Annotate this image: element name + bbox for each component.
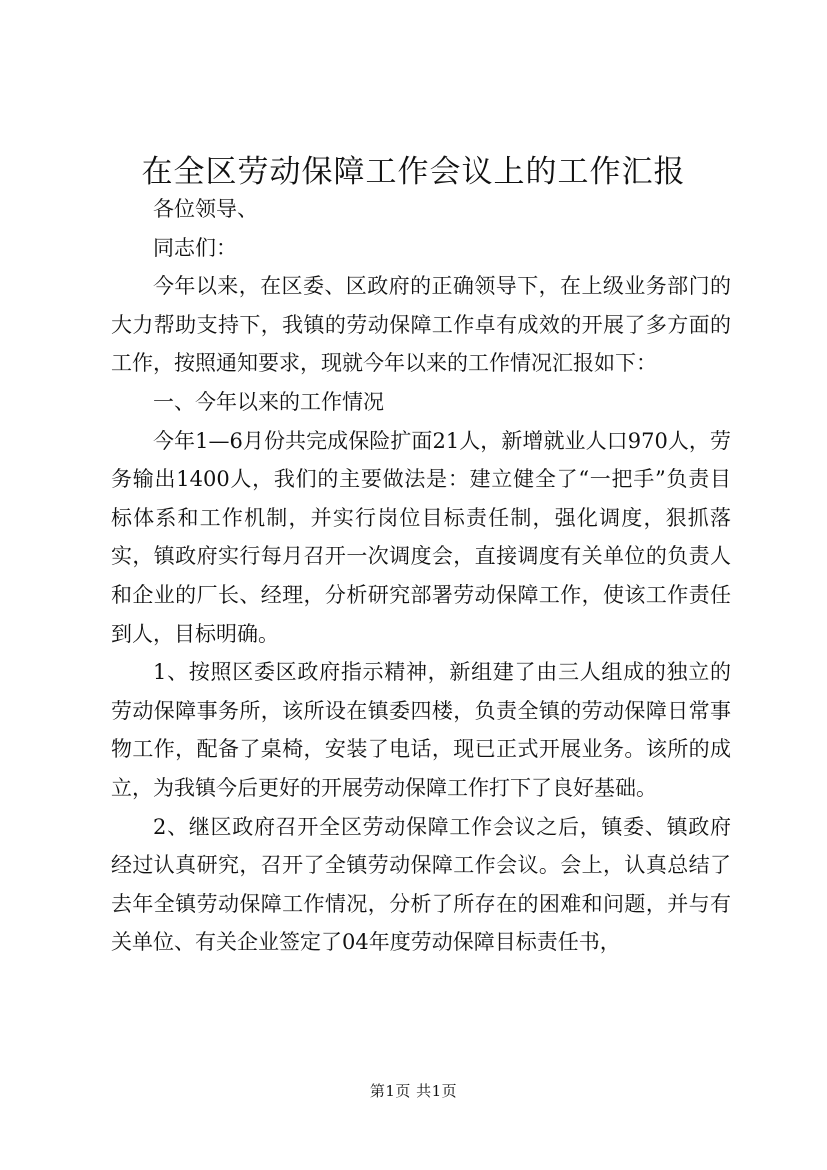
intro-paragraph: 今年以来，在区委、区政府的正确领导下，在上级业务部门的大力帮助支持下，我镇的劳动保障工作卓有成效的开展了多方面的工作，按照通知要求，现就今年以来的工作情况汇报如下： xyxy=(111,274,731,376)
section-heading-1: 一、今年以来的工作情况 xyxy=(153,389,384,414)
item-2-paragraph: 2、继区政府召开全区劳动保障工作会议之后，镇委、镇政府经过认真研究，召开了全镇劳动保障工作会议。会上，认真总结了去年全镇劳动保障工作情况，分析了所存在的困难和问题，并与有关单位、有关企业签定了04年度劳动保障目标责任书， xyxy=(111,814,731,955)
document-body xyxy=(111,190,731,962)
salutation-comrades: 同志们： xyxy=(153,235,237,260)
summary-paragraph: 今年1—6月份共完成保险扩面21人，新增就业人口970人，劳务输出1400人，我们的主要做法是：建立健全了“一把手”负责目标体系和工作机制，并实行岗位目标责任制，强化调度，狠抓落实，镇政府实行每月召开一次调度会，直接调度有关单位的负责人和企业的厂长、经理，分析研究部署劳动保障工作，使该工作责任到人，目标明确。 xyxy=(111,428,731,646)
page-footer: 第1页 共1页 xyxy=(369,1082,458,1100)
document-title: 在全区劳动保障工作会议上的工作汇报 xyxy=(141,154,686,190)
item-1-paragraph: 1、按照区委区政府指示精神，新组建了由三人组成的独立的劳动保障事务所，该所设在镇委四楼，负责全镇的劳动保障日常事物工作，配备了桌椅，安装了电话，现已正式开展业务。该所的成立，为我镇今后更好的开展劳动保障工作打下了良好基础。 xyxy=(111,660,731,800)
salutation-leaders: 各位领导、 xyxy=(153,197,258,221)
